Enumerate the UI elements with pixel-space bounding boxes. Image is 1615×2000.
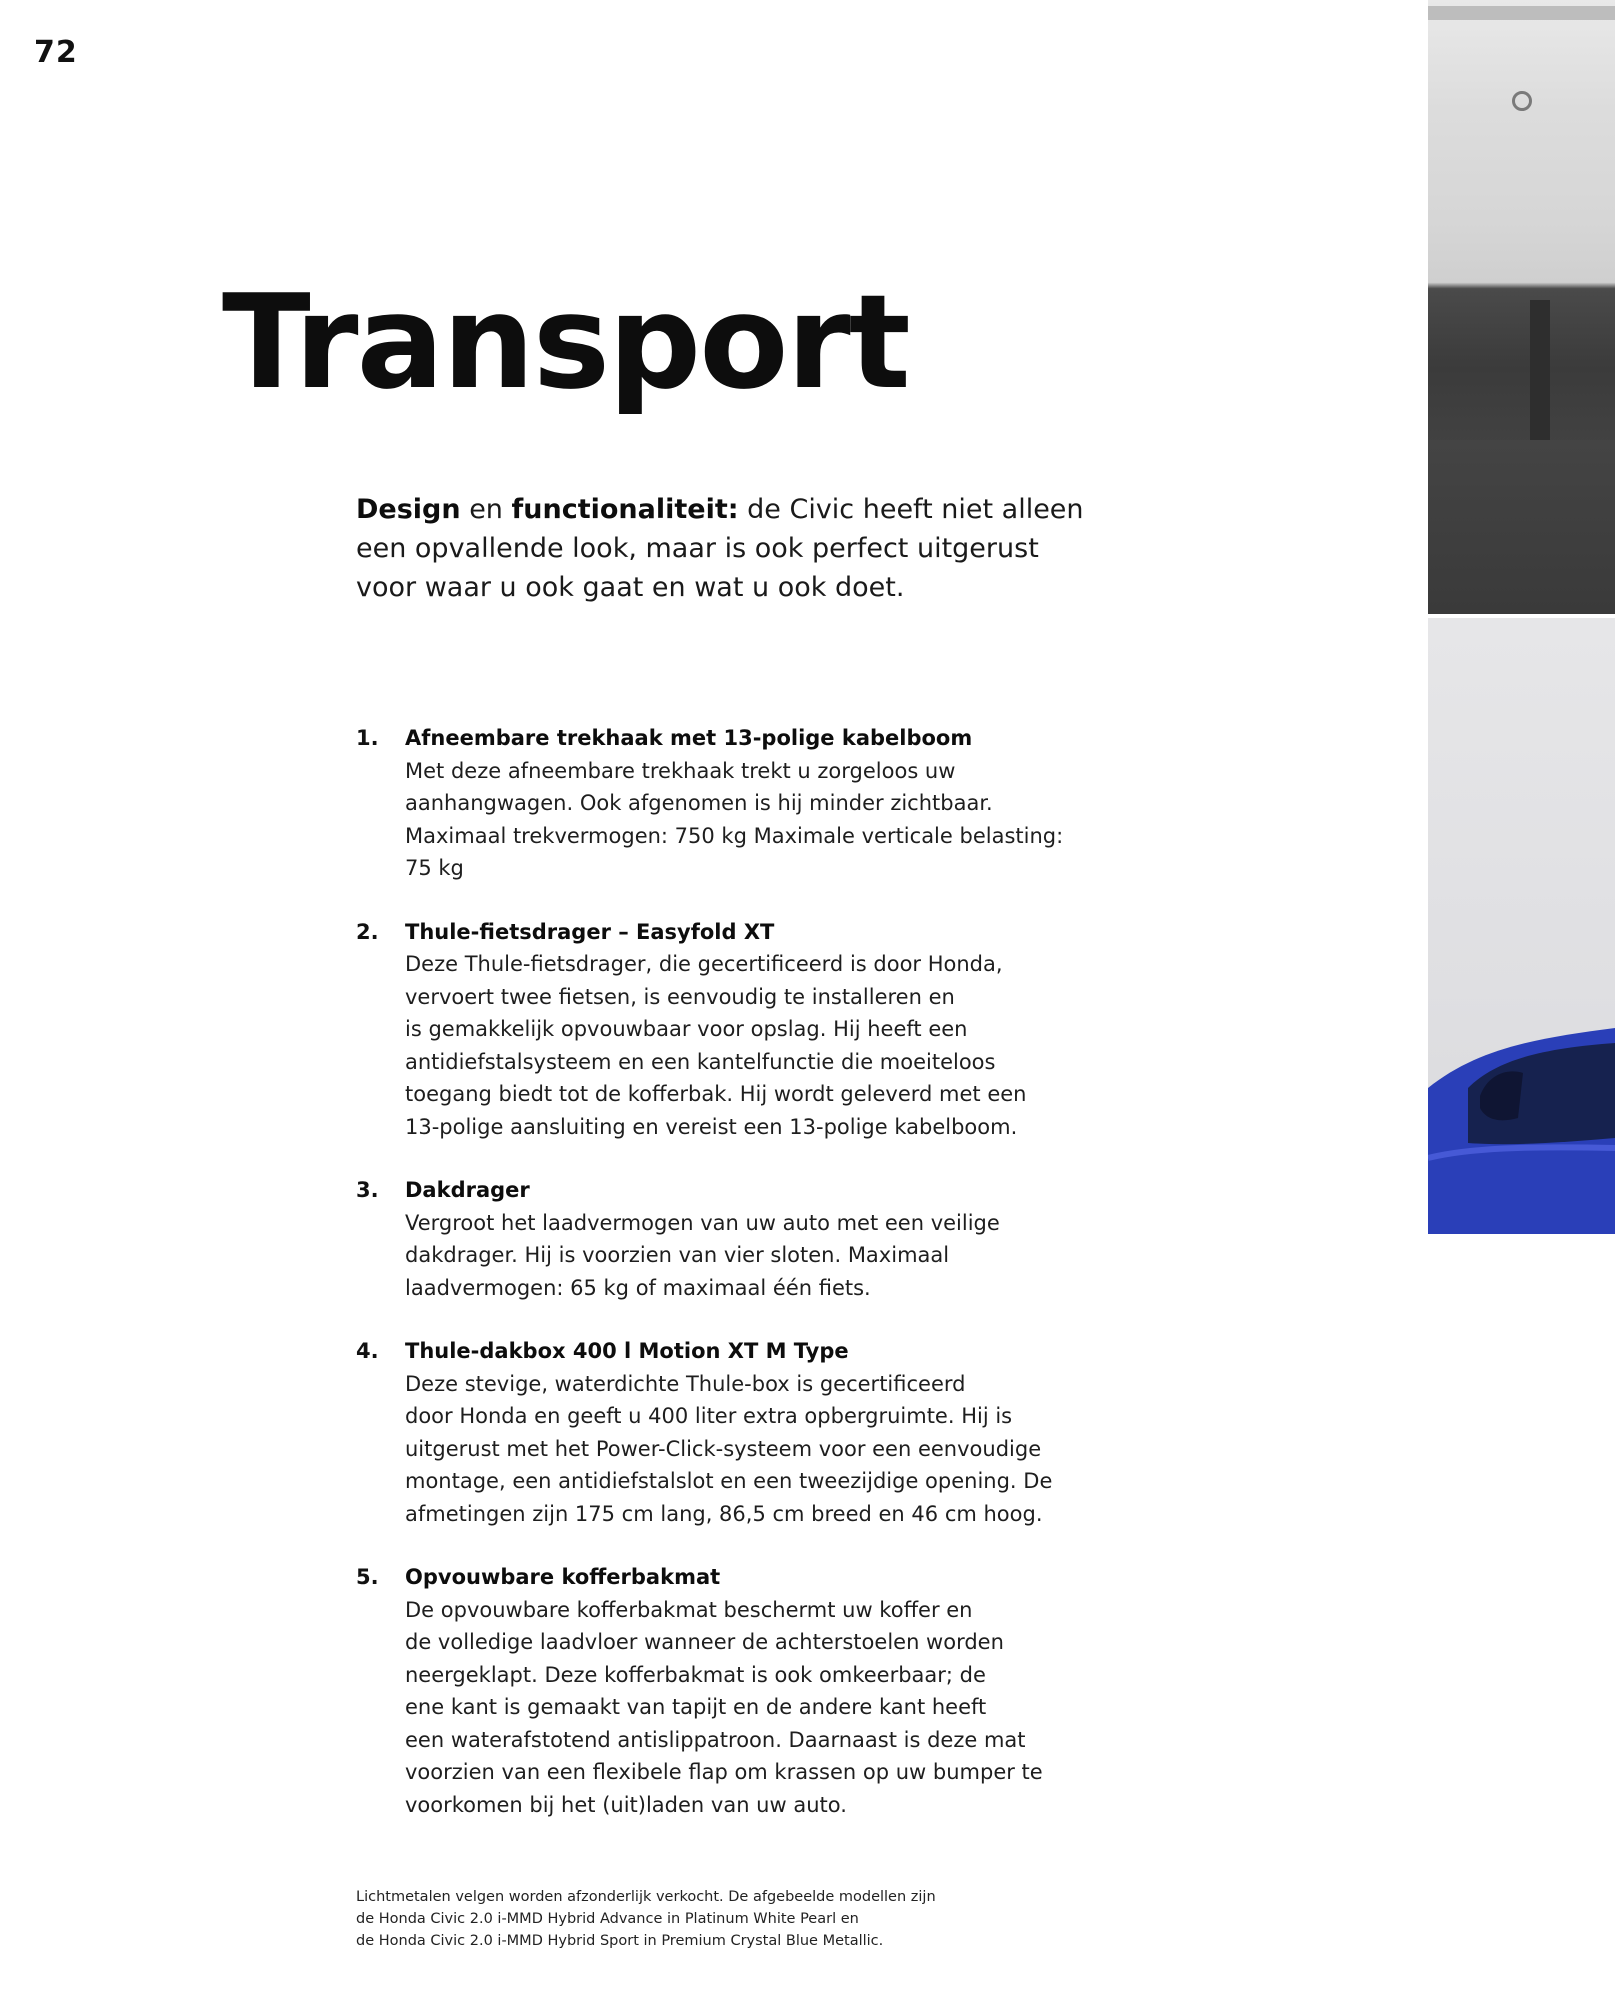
feature-text-line: 75 kg: [405, 856, 464, 880]
feature-text-line: vervoert twee fietsen, is eenvoudig te installeren en: [405, 984, 955, 1009]
page-title: Transport: [222, 266, 909, 418]
feature-number: 3.: [356, 1178, 379, 1202]
feature-text-line: de volledige laadvloer wanneer de achterstoelen worden: [405, 1630, 1004, 1654]
intro-bold-functionality: functionaliteit:: [511, 494, 739, 525]
feature-text-line: laadvermogen: 65 kg of maximaal één fiets.: [405, 1275, 871, 1300]
feature-text-line: ene kant is gemaakt van tapijt en de andere kant heeft: [405, 1695, 987, 1719]
feature-text-line: dakdrager. Hij is voorzien van vier sloten. Maximaal: [405, 1243, 950, 1267]
intro-paragraph: [356, 490, 1116, 607]
feature-item-trunk-mat: [356, 1561, 1126, 1821]
intro-bold-design: Design: [356, 494, 461, 525]
feature-number: 5.: [356, 1565, 379, 1589]
feature-number: 4.: [356, 1339, 379, 1363]
car-roof-illustration: [1428, 618, 1615, 1234]
feature-title: Afneembare trekhaak met 13-polige kabelboom: [405, 726, 973, 750]
feature-title: Thule-dakbox 400 l Motion XT M Type: [405, 1339, 849, 1363]
intro-line1-rest: de Civic heeft niet alleen: [738, 494, 1084, 525]
intro-line3: voor waar u ook gaat en wat u ook doet.: [356, 572, 905, 603]
feature-text-line: door Honda en geeft u 400 liter extra opbergruimte. Hij is: [405, 1404, 1013, 1428]
feature-list: [356, 722, 1126, 1852]
footnote-line: de Honda Civic 2.0 i-MMD Hybrid Advance in Platinum White Pearl en: [356, 1911, 859, 1927]
garage-ceiling-edge: [1428, 6, 1615, 20]
feature-title: Dakdrager: [405, 1178, 530, 1202]
feature-title: Thule-fietsdrager – Easyfold XT: [405, 919, 775, 944]
intro-connector: en: [460, 494, 512, 525]
feature-item-roof-box: [356, 1335, 1126, 1530]
garage-floor: [1428, 440, 1615, 614]
feature-text-line: Maximaal trekvermogen: 750 kg Maximale verticale belasting:: [405, 823, 1064, 848]
feature-item-roof-rack: [356, 1174, 1126, 1304]
feature-number: 1.: [356, 726, 379, 750]
feature-text-line: Met deze afneembare trekhaak trekt u zorgeloos uw: [405, 758, 956, 783]
feature-text-line: aanhangwagen. Ook afgenomen is hij minder zichtbaar.: [405, 791, 993, 815]
feature-number: 2.: [356, 919, 379, 944]
feature-text-line: montage, een antidiefstalslot en een tweezijdige opening. De: [405, 1469, 1053, 1493]
footnote: [356, 1886, 936, 1952]
feature-text-line: afmetingen zijn 175 cm lang, 86,5 cm breed en 46 cm hoog.: [405, 1501, 1043, 1526]
feature-text-line: 13-polige aansluiting en vereist een 13-polige kabelboom.: [405, 1114, 1018, 1139]
feature-text-line: is gemakkelijk opvouwbaar voor opslag. Hij heeft een: [405, 1017, 968, 1041]
feature-title: Opvouwbare kofferbakmat: [405, 1565, 721, 1589]
feature-text-line: neergeklapt. Deze kofferbakmat is ook omkeerbaar; de: [405, 1662, 986, 1687]
feature-item-bike-carrier: [356, 916, 1126, 1144]
page-number: 72: [34, 35, 78, 70]
feature-text-line: voorkomen bij het (uit)laden van uw auto.: [405, 1792, 847, 1817]
intro-line2: een opvallende look, maar is ook perfect uitgerust: [356, 533, 1039, 564]
feature-text-line: toegang biedt tot de kofferbak. Hij wordt geleverd met een: [405, 1082, 1027, 1106]
garage-photo: [1428, 0, 1615, 614]
product-photo-strip: [1428, 0, 1615, 1234]
feature-text-line: Deze Thule-fietsdrager, die gecertificeerd is door Honda,: [405, 952, 1003, 976]
car-photo: [1428, 618, 1615, 1234]
feature-text-line: De opvouwbare kofferbakmat beschermt uw koffer en: [405, 1597, 973, 1622]
ring-icon: [1512, 91, 1532, 111]
garage-post: [1530, 300, 1550, 440]
feature-item-towbar: [356, 722, 1126, 885]
footnote-line: Lichtmetalen velgen worden afzonderlijk verkocht. De afgebeelde modellen zijn: [356, 1889, 936, 1905]
feature-text-line: antidiefstalsysteem en een kantelfunctie die moeiteloos: [405, 1049, 996, 1074]
feature-text-line: voorzien van een flexibele flap om krassen op uw bumper te: [405, 1760, 1043, 1784]
footnote-line: de Honda Civic 2.0 i-MMD Hybrid Sport in Premium Crystal Blue Metallic.: [356, 1933, 884, 1949]
feature-text-line: een waterafstotend antislippatroon. Daarnaast is deze mat: [405, 1727, 1026, 1752]
feature-text-line: Deze stevige, waterdichte Thule-box is gecertificeerd: [405, 1371, 966, 1396]
feature-text-line: Vergroot het laadvermogen van uw auto met een veilige: [405, 1210, 1000, 1235]
feature-text-line: uitgerust met het Power-Click-systeem voor een eenvoudige: [405, 1436, 1042, 1461]
